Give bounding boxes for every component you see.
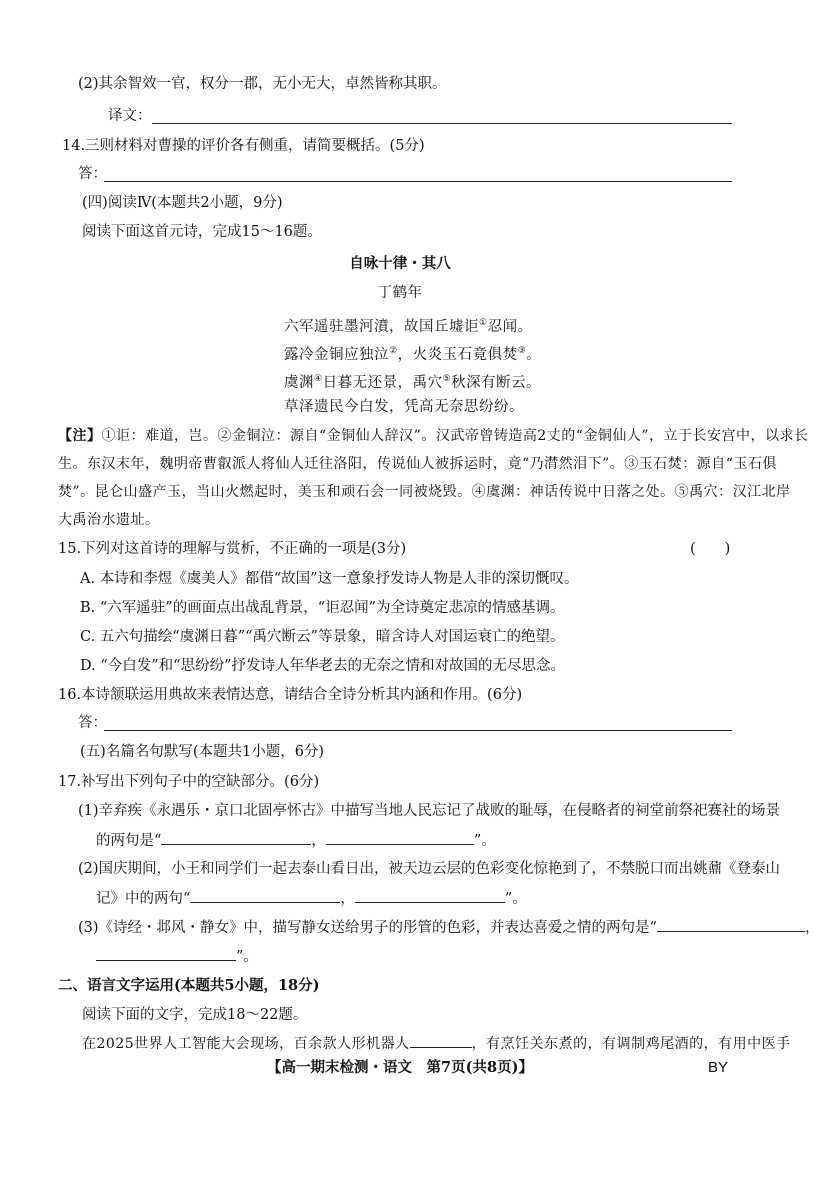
q17-part2-line2: 记》中的两句“ ， ”。: [96, 888, 527, 909]
q17-blank-2[interactable]: [326, 830, 474, 845]
q17-part1-line1: (1)辛弃疾《永遇乐・京口北固亭怀古》中描写当地人民忘记了战败的耻辱，在侵略者的祠堂前祭祀赛社的场景: [78, 803, 781, 819]
q14-answer-label: 答：: [78, 166, 107, 182]
q15-option-b[interactable]: B. “六军遥驻”的画面点出战乱背景，“讵忍闻”为全诗奠定悲凉的情感基调。: [80, 600, 565, 616]
poem-title: 自咏十律・其八: [349, 255, 451, 272]
q17-blank-5[interactable]: [657, 917, 805, 932]
q17-blank-1[interactable]: [161, 830, 311, 845]
q17-blank-3[interactable]: [190, 888, 340, 903]
q16-answer-label: 答：: [78, 715, 107, 731]
part2-title: 二、语言文字运用(本题共5小题，18分): [58, 977, 320, 994]
q15-option-c[interactable]: C. 五六句描绘“虞渊日暮”“禹穴断云”等景象，暗含诗人对国运衰亡的绝望。: [80, 629, 565, 645]
q17-blank-6[interactable]: [96, 946, 236, 961]
q16-answer-line[interactable]: [104, 730, 732, 731]
q17-part3-line1: (3)《诗经・邶风・静女》中，描写静女送给男子的彤管的色彩，并表达喜爱之情的两句是“ ，: [78, 917, 819, 938]
q16-question: 16.本诗颔联运用典故来表情达意，请结合全诗分析其内涵和作用。(6分): [58, 687, 523, 703]
q17-part2-line1: (2)国庆期间，小王和同学们一起去泰山看日出，被天边云层的色彩变化惊艳到了，不禁脱口而出姚鼐《登泰山: [78, 861, 781, 877]
part2-instruction: 阅读下面的文字，完成18～22题。: [82, 1007, 308, 1023]
q15-stem: 15.下列对这首诗的理解与赏析，不正确的一项是(3分): [58, 541, 407, 557]
section4-title: (四)阅读Ⅳ(本题共2小题，9分): [82, 195, 283, 211]
q13-answer-line[interactable]: [152, 123, 732, 124]
passage-blank-1[interactable]: [410, 1033, 472, 1048]
q17-stem: 17.补写出下列句子中的空缺部分。(6分): [58, 774, 320, 790]
section4-instruction: 阅读下面这首元诗，完成15～16题。: [82, 224, 322, 240]
section5-title: (五)名篇名句默写(本题共1小题，6分): [80, 744, 325, 760]
poem-author: 丁鹤年: [377, 285, 423, 301]
q17-part3-line2: ”。: [96, 946, 258, 967]
poem-line-4: 草泽遗民今白发，凭高无奈思纷纷。: [284, 399, 524, 415]
notes-label: 【注】: [58, 428, 102, 444]
poem-line-2: 露冷金铜应独泣②，火炎玉石竟俱焚③。: [284, 346, 542, 363]
part2-passage: 在2025世界人工智能大会现场，百余款人形机器人 ，有烹饪关东煮的，有调制鸡尾酒的，有用中医手: [82, 1033, 791, 1054]
notes-line-1: 【注】①讵：难道，岂。②金铜泣：源自“金铜仙人辞汉”。汉武帝曾铸造高2丈的“金铜仙人”，立于长安宫中，以求长: [58, 428, 809, 444]
poem-line-3: 虞渊④日暮无还景，禹穴⑤秋深有断云。: [284, 374, 542, 391]
footer-code: BY: [708, 1059, 729, 1076]
q15-answer-bracket[interactable]: ( ): [690, 541, 731, 557]
q14-answer-line[interactable]: [104, 181, 732, 182]
q13-answer-label: 译文：: [108, 108, 152, 124]
q15-option-a[interactable]: A. 本诗和李煜《虞美人》都借“故国”这一意象抒发诗人物是人非的深切慨叹。: [80, 571, 579, 587]
page-footer: 【高一期末检测・语文 第7页(共8页)】: [267, 1059, 533, 1076]
q17-part1-line2: 的两句是“ ， ”。: [96, 830, 496, 851]
q17-blank-4[interactable]: [355, 888, 505, 903]
q15-option-d[interactable]: D. “今白发”和“思纷纷”抒发诗人年华老去的无奈之情和对故国的无尽思念。: [80, 658, 565, 674]
q14-question: 14.三则材料对曹操的评价各有侧重，请简要概括。(5分): [62, 138, 425, 154]
notes-line-3: 焚”。昆仑山盛产玉，当山火燃起时，美玉和顽石会一同被烧毁。④虞渊：神话传说中日落之处。⑤禹穴：汉江北岸: [58, 484, 791, 500]
q13-sentence-2: (2)其余智效一官，权分一郡，无小无大，卓然皆称其职。: [78, 76, 447, 92]
notes-line-2: 生。东汉末年，魏明帝曹叡派人将仙人迁往洛阳，传说仙人被拆运时，竟“乃潸然泪下”。③玉石焚：源自“玉石俱: [58, 456, 777, 472]
poem-line-1: 六军遥驻墨河濆，故国丘墟讵①忍闻。: [284, 318, 533, 335]
notes-line-4: 大禹治水遗址。: [58, 512, 160, 528]
